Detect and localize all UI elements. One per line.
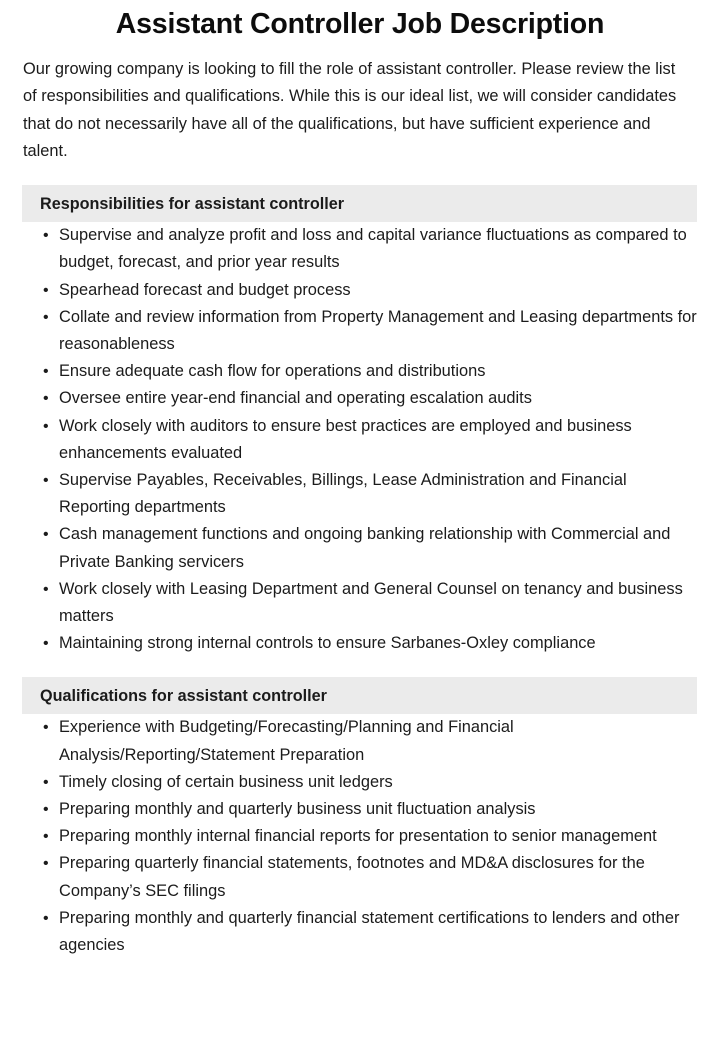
- responsibilities-list: [0, 222, 720, 657]
- list-item: • Experience with Budgeting/Forecasting/Planning and Financial Analysis/Reporting/Statement Preparation: [0, 714, 720, 768]
- section-qualifications: [0, 677, 720, 959]
- list-item: • Preparing monthly internal financial reports for presentation to senior management: [0, 823, 720, 850]
- list-item: • Spearhead forecast and budget process: [0, 277, 720, 304]
- list-item: • Collate and review information from Property Management and Leasing departments for reasonableness: [0, 304, 720, 358]
- section-header-label: Qualifications for assistant controller: [40, 686, 327, 705]
- list-item: • Work closely with Leasing Department and General Counsel on tenancy and business matters: [0, 576, 720, 630]
- section-header-label: Responsibilities for assistant controller: [40, 194, 345, 213]
- section-header-qualifications: [22, 677, 697, 714]
- list-item: • Preparing monthly and quarterly financial statement certifications to lenders and other agencies: [0, 905, 720, 959]
- list-item: • Supervise and analyze profit and loss and capital variance fluctuations as compared to budget, forecast, and prior year results: [0, 222, 720, 276]
- intro-paragraph: Our growing company is looking to fill the role of assistant controller. Please review the list of responsibilities and qualifications. While this is our ideal list, we will consider candidates that do not necessarily have all of the qualifications, but have sufficient experience and talent.: [23, 60, 677, 160]
- section-responsibilities: [0, 185, 720, 657]
- list-item: • Preparing monthly and quarterly business unit fluctuation analysis: [0, 796, 720, 823]
- section-header-responsibilities: [22, 185, 697, 222]
- list-item: • Maintaining strong internal controls to ensure Sarbanes-Oxley compliance: [0, 630, 720, 657]
- page-title: Assistant Controller Job Description: [115, 8, 605, 40]
- list-item: • Ensure adequate cash flow for operations and distributions: [0, 358, 720, 385]
- list-item: • Preparing quarterly financial statements, footnotes and MD&A disclosures for the Company’s SEC filings: [0, 850, 720, 904]
- list-item: • Oversee entire year-end financial and operating escalation audits: [0, 385, 720, 412]
- list-item: • Timely closing of certain business unit ledgers: [0, 769, 720, 796]
- list-item: • Work closely with auditors to ensure best practices are employed and business enhancements evaluated: [0, 413, 720, 467]
- list-item: • Cash management functions and ongoing banking relationship with Commercial and Private Banking servicers: [0, 521, 720, 575]
- list-item: • Supervise Payables, Receivables, Billings, Lease Administration and Financial Reporting departments: [0, 467, 720, 521]
- qualifications-list: [0, 714, 720, 959]
